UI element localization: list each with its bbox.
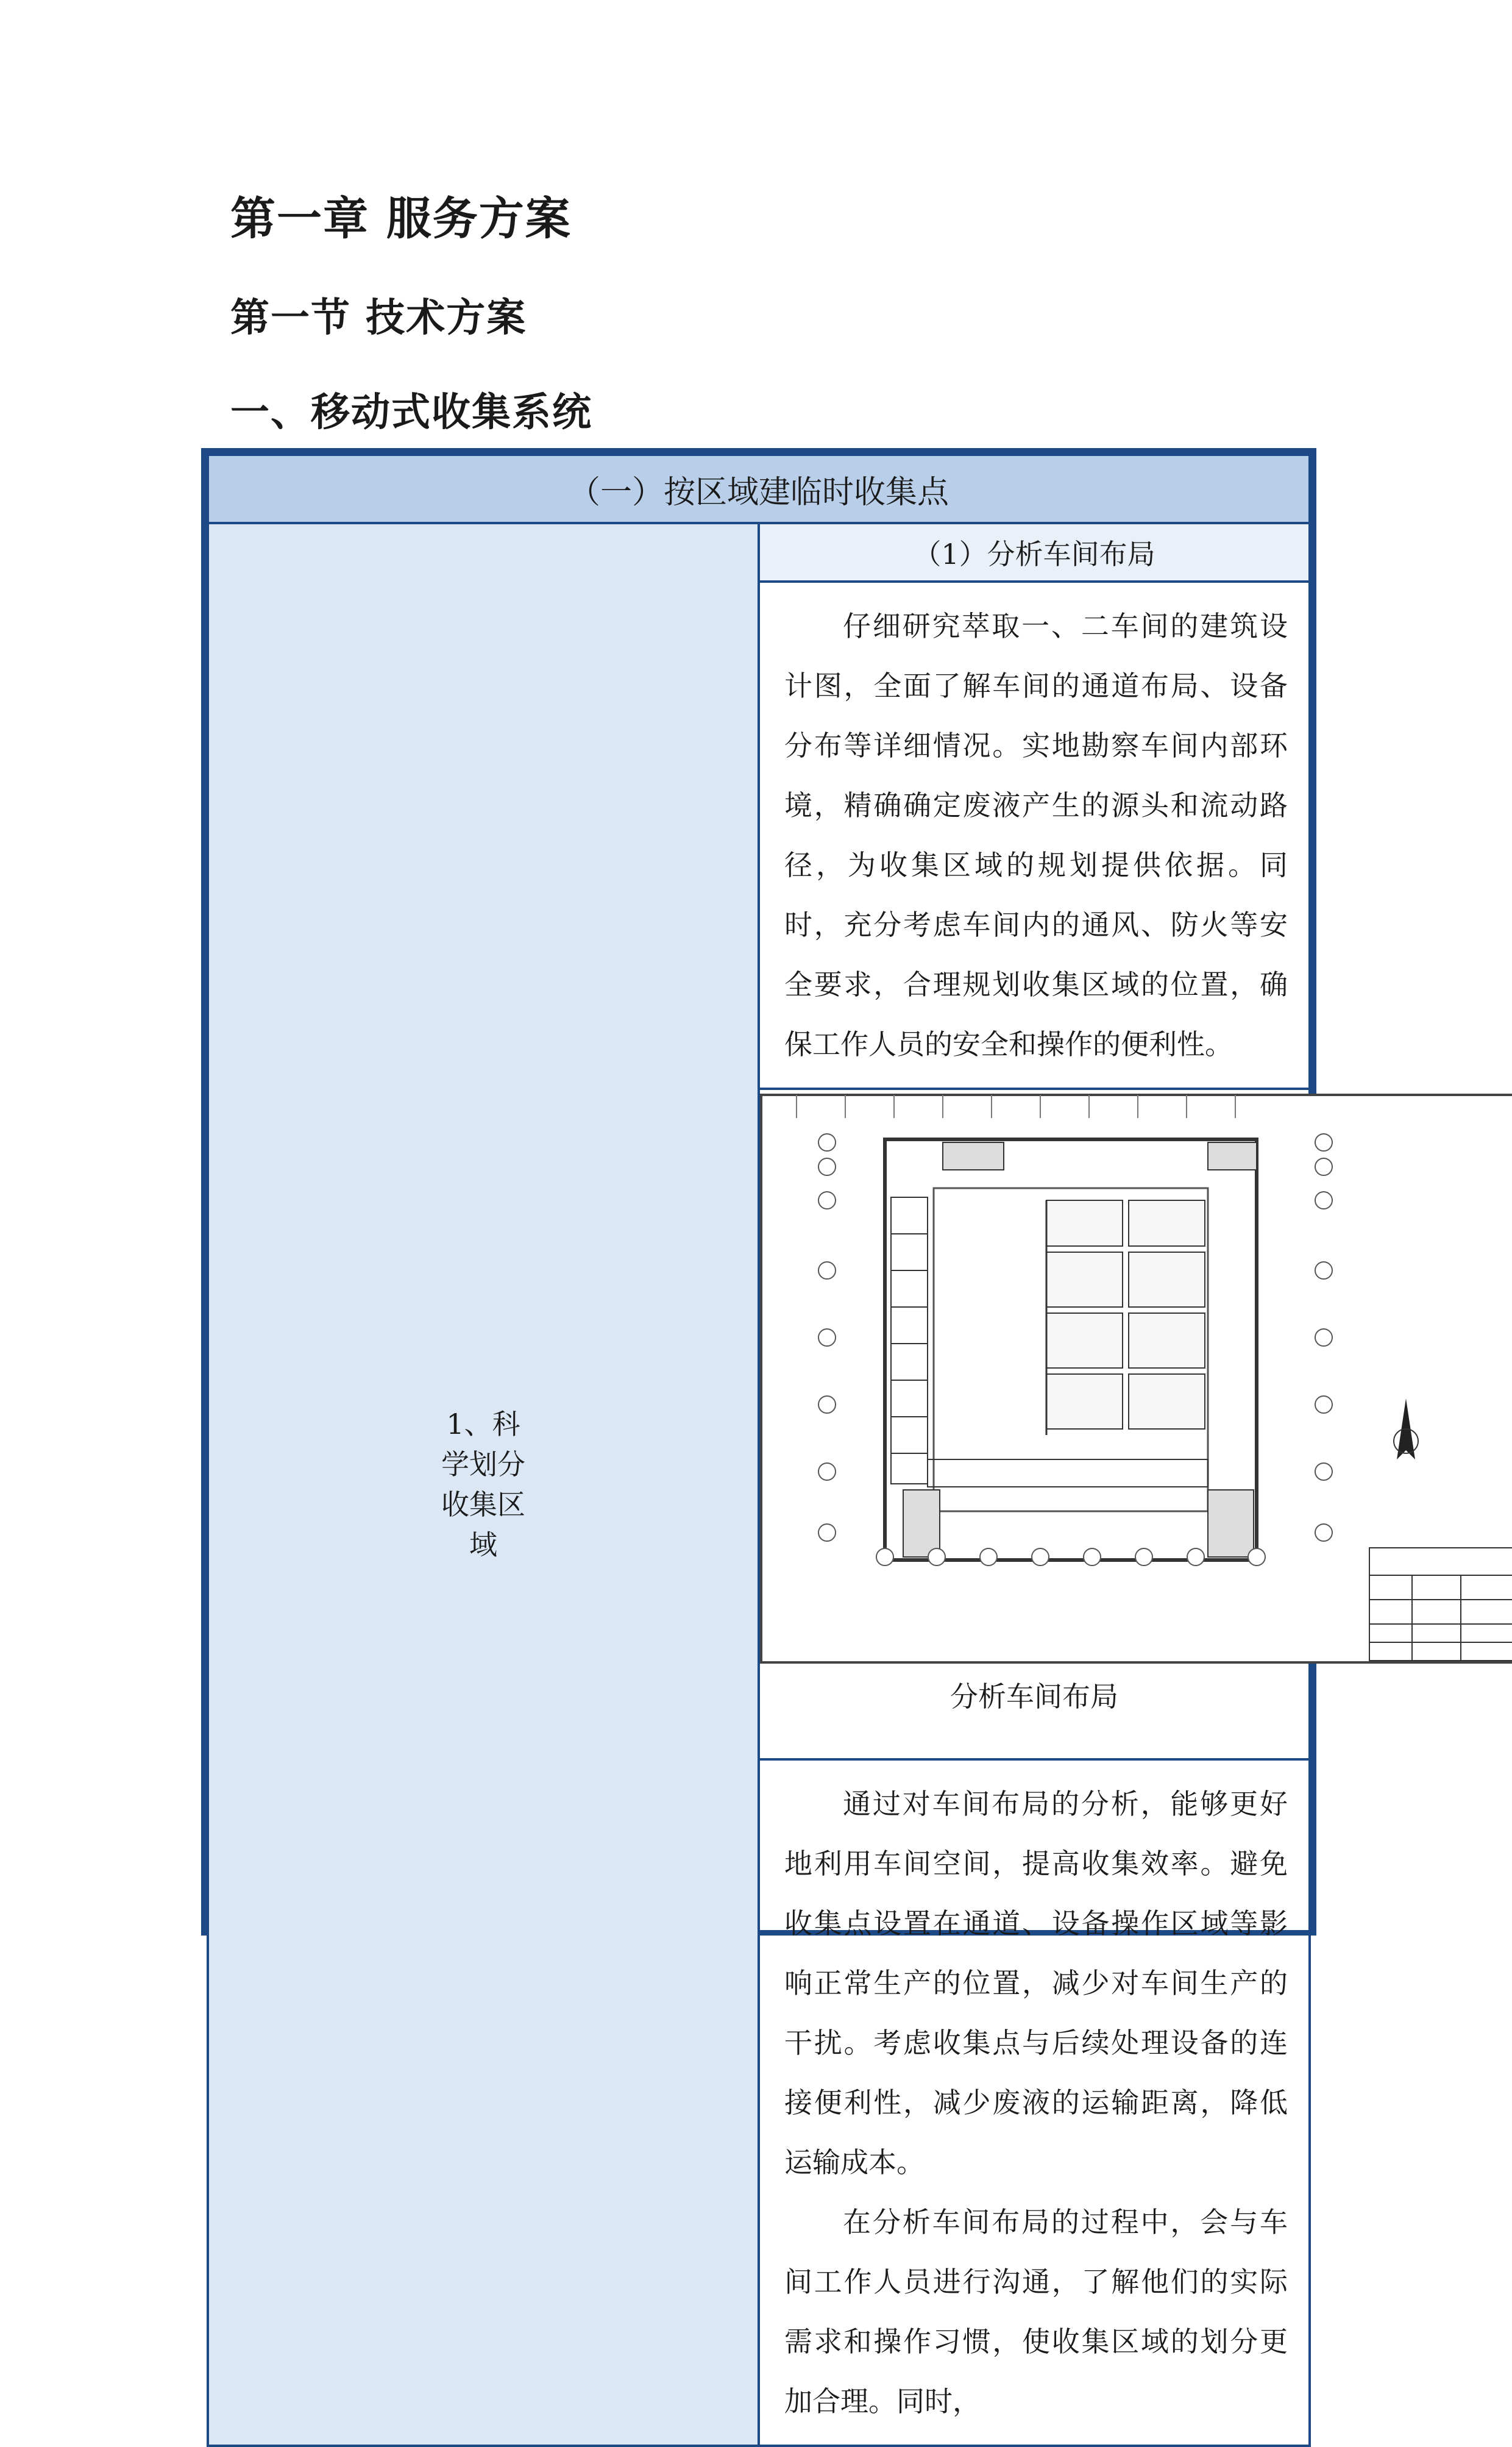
- paragraph-cell-1: [759, 582, 1310, 1089]
- table-title: （一）按区域建临时收集点: [208, 455, 1310, 523]
- figure-caption: 分析车间布局: [950, 1680, 1118, 1713]
- content-table: [201, 448, 1316, 2418]
- paragraph-1: 仔细研究萃取一、二车间的建筑设计图，全面了解车间的通道布局、设备分布等详细情况。实地勘察车间内部环境，精确确定废液产生的源头和流动路径，为收集区域的规划提供依据。同时，充分考虑车间内的通风、防火等安全要求，合理规划收集区域的位置，确保工作人员的安全和操作的便利性。: [784, 610, 1288, 1061]
- paragraph-2: 通过对车间布局的分析，能够更好地利用车间空间，提高收集效率。避免收集点设置在通道、设备操作区域等影响正常生产的位置，减少对车间生产的干扰。考虑收集点与后续处理设备的连接便利性，减少废液的运输距离，降低运输成本。: [784, 1787, 1288, 2179]
- left-label: 1、科学划分收集区域: [441, 1408, 525, 1561]
- section-heading: 第一节 技术方案: [230, 295, 527, 341]
- sub-heading: （1）分析车间布局: [759, 523, 1310, 582]
- subsection-heading: 一、移动式收集系统: [230, 390, 592, 435]
- paragraph-3: 在分析车间布局的过程中，会与车间工作人员进行沟通，了解他们的实际需求和操作习惯，使收集区域的划分更加合理。同时，: [784, 2206, 1288, 2418]
- floor-plan-figure: [760, 1094, 1512, 1664]
- chapter-heading: 第一章 服务方案: [230, 193, 572, 245]
- figure-cell: [759, 1089, 1310, 1759]
- paragraph-cell-2: [759, 1759, 1310, 2446]
- left-label-cell: [208, 523, 759, 2446]
